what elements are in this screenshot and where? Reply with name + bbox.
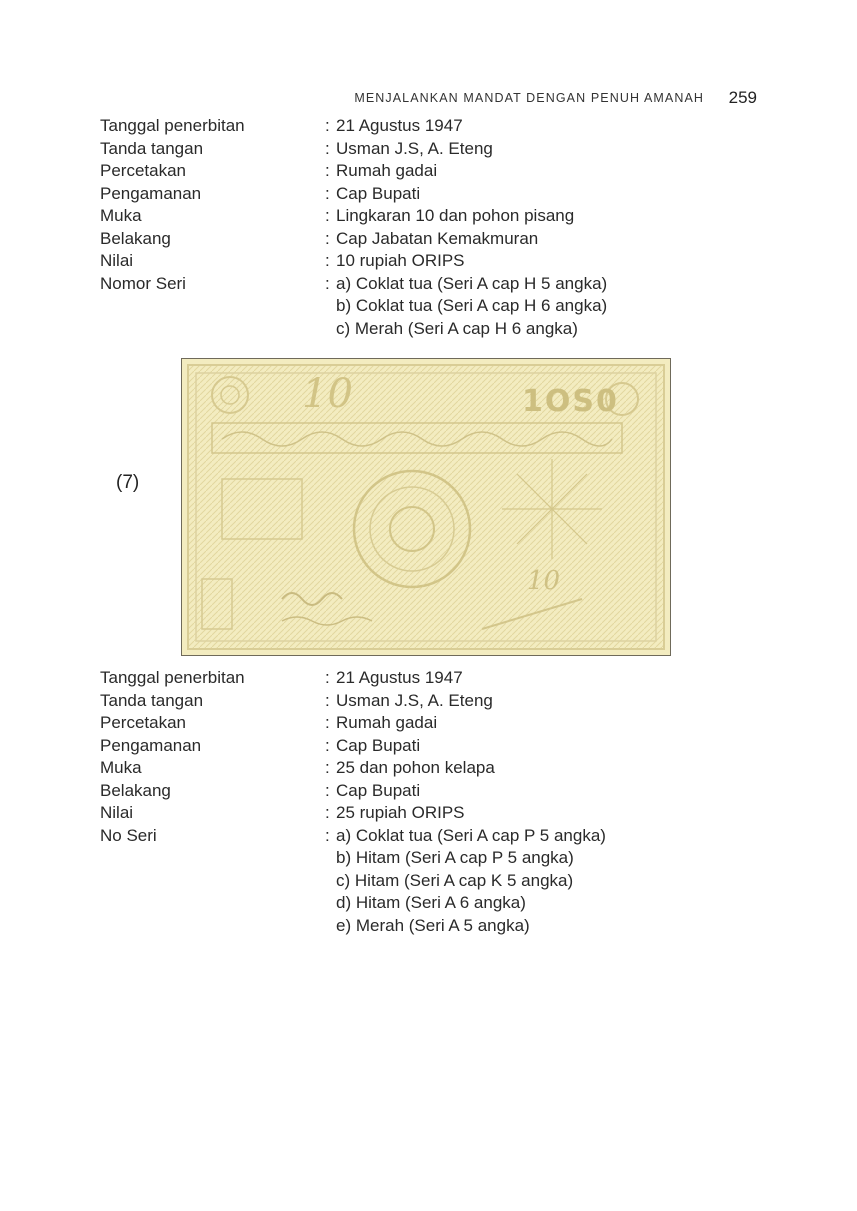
spec-label: Percetakan <box>100 161 186 180</box>
colon: : <box>325 758 330 777</box>
spec-row <box>100 115 740 138</box>
running-head <box>0 87 757 107</box>
spec-row <box>100 205 740 228</box>
spec-row <box>100 825 740 848</box>
spec-list-2 <box>100 667 740 937</box>
spec-value: Usman J.S, A. Eteng <box>336 690 493 710</box>
colon: : <box>325 116 330 135</box>
spec-value: 25 rupiah ORIPS <box>336 803 465 822</box>
serial-variant: c) Hitam (Seri A cap K 5 angka) <box>336 870 574 890</box>
serial-variant: d) Hitam (Seri A 6 angka) <box>336 893 526 912</box>
spec-label: Pengamanan <box>100 735 202 755</box>
spec-label: Tanggal penerbitan <box>100 116 245 135</box>
spec-value: 10 rupiah ORIPS <box>336 251 465 270</box>
colon: : <box>325 735 330 755</box>
serial-variant: c) Merah (Seri A cap H 6 angka) <box>336 318 578 338</box>
spec-label: Percetakan <box>100 713 186 732</box>
spec-label: Tanda tangan <box>100 690 204 710</box>
figure-label: (7) <box>116 472 140 493</box>
colon: : <box>325 183 330 203</box>
running-title: MENJALANKAN MANDAT DENGAN PENUH AMANAH <box>354 91 705 105</box>
colon: : <box>325 273 330 293</box>
spec-row <box>100 802 740 825</box>
spec-label: Belakang <box>100 780 171 800</box>
spec-row <box>100 735 740 758</box>
banknote-illustration <box>182 359 670 655</box>
spec-row <box>100 138 740 161</box>
spec-value: Cap Bupati <box>336 183 421 203</box>
svg-text:10: 10 <box>302 371 353 417</box>
colon: : <box>325 138 330 158</box>
svg-text:10: 10 <box>527 566 561 596</box>
colon: : <box>325 690 330 710</box>
colon: : <box>325 825 330 845</box>
colon: : <box>325 206 330 225</box>
colon: : <box>325 161 330 180</box>
colon: : <box>325 668 330 687</box>
spec-value: 21 Agustus 1947 <box>336 668 463 687</box>
colon: : <box>325 251 330 270</box>
spec-value: 21 Agustus 1947 <box>336 116 463 135</box>
spec-row <box>100 667 740 690</box>
spec-label: No Seri <box>100 825 157 845</box>
serial-variant: e) Merah (Seri A 5 angka) <box>336 915 530 935</box>
spec-value: 25 dan pohon kelapa <box>336 758 495 777</box>
spec-label: Nomor Seri <box>100 273 186 293</box>
spec-label: Muka <box>100 758 142 777</box>
page-number: 259 <box>728 88 757 107</box>
spec-value: a) Coklat tua (Seri A cap H 5 angka) <box>336 273 608 293</box>
spec-value: a) Coklat tua (Seri A cap P 5 angka) <box>336 825 606 845</box>
spec-label: Nilai <box>100 803 134 822</box>
serial-variant: b) Coklat tua (Seri A cap H 6 angka) <box>336 296 608 315</box>
colon: : <box>325 780 330 800</box>
spec-value: Usman J.S, A. Eteng <box>336 138 493 158</box>
spec-row <box>100 183 740 206</box>
banknote-image <box>181 358 671 656</box>
spec-row <box>100 780 740 803</box>
colon: : <box>325 713 330 732</box>
spec-row <box>100 757 740 780</box>
spec-value: Cap Bupati <box>336 780 421 800</box>
spec-row <box>100 712 740 735</box>
spec-label: Belakang <box>100 228 171 248</box>
serial-variant: b) Hitam (Seri A cap P 5 angka) <box>336 848 574 867</box>
spec-row <box>100 160 740 183</box>
spec-value: Cap Bupati <box>336 735 421 755</box>
svg-text:1OS0: 1OS0 <box>522 384 619 419</box>
spec-row <box>100 250 740 273</box>
colon: : <box>325 803 330 822</box>
spec-list-1 <box>100 115 740 340</box>
spec-label: Tanggal penerbitan <box>100 668 245 687</box>
spec-value: Cap Jabatan Kemakmuran <box>336 228 539 248</box>
spec-label: Nilai <box>100 251 134 270</box>
colon: : <box>325 228 330 248</box>
spec-label: Pengamanan <box>100 183 202 203</box>
spec-value: Rumah gadai <box>336 713 438 732</box>
spec-value: Lingkaran 10 dan pohon pisang <box>336 206 575 225</box>
spec-row <box>100 228 740 251</box>
spec-label: Muka <box>100 206 142 225</box>
spec-row <box>100 273 740 296</box>
spec-row <box>100 690 740 713</box>
spec-value: Rumah gadai <box>336 161 438 180</box>
spec-label: Tanda tangan <box>100 138 204 158</box>
